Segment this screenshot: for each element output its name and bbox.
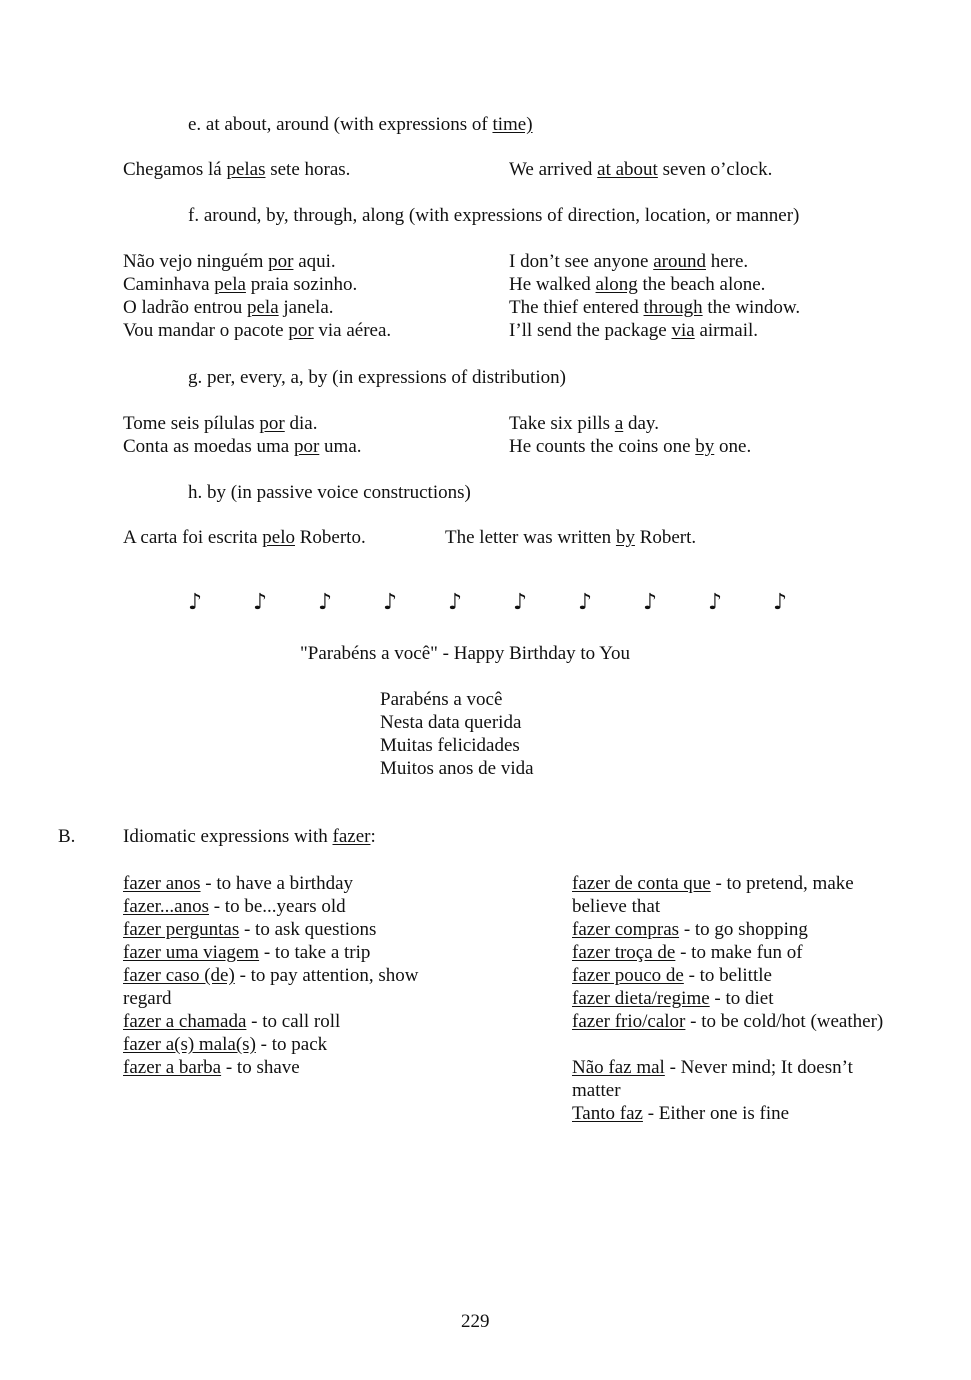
section-e-en-1: We arrived at about seven o’clock. [509,159,773,180]
fazer-item: fazer perguntas - to ask questions [123,919,377,940]
fazer-item: fazer compras - to go shopping [572,919,808,940]
section-f-en-4: I’ll send the package via airmail. [509,320,759,341]
section-f-en-3: The thief entered through the window. [509,297,801,318]
fazer-item: fazer troça de - to make fun of [572,942,803,963]
section-f-en-list [509,250,800,342]
section-g-pt-2: Conta as moedas uma por uma. [123,436,362,457]
music-note-icon: ♪ [643,590,658,615]
section-f-pt-1: Não vejo ninguém por aqui. [123,251,336,272]
section-e-pt-1: Chegamos lá pelas sete horas. [123,159,351,180]
song-title: "Parabéns a você" - Happy Birthday to You [300,643,631,664]
fazer-item: fazer uma viagem - to take a trip [123,942,371,963]
music-note-icon: ♪ [188,590,203,615]
music-note-icon: ♪ [383,590,398,615]
fazer-item: fazer dieta/regime - to diet [572,988,774,1009]
fazer-item: fazer a chamada - to call roll [123,1011,341,1032]
section-h-heading: h. by (in passive voice constructions) [188,482,471,503]
section-e-heading-lead: e. at about, around (with expressions of [188,114,493,135]
song-lyrics [380,688,534,780]
song-line-1: Parabéns a você [380,689,503,710]
section-f-pt-list [123,250,391,342]
section-f-pt-4: Vou mandar o pacote por via aérea. [123,320,392,341]
fazer-item: Não faz mal - Never mind; It doesn’t matter [572,1057,853,1101]
section-f-pt-3: O ladrão entrou pela janela. [123,297,334,318]
fazer-item: fazer a(s) mala(s) - to pack [123,1034,328,1055]
section-b-heading: Idiomatic expressions with fazer: [123,826,376,847]
section-e-heading-underlined: time) [492,114,533,135]
fazer-list-right [572,872,897,1125]
fazer-item: fazer de conta que - to pretend, make believe that [572,873,854,917]
section-f-en-1: I don’t see anyone around here. [509,251,749,272]
fazer-item: Tanto faz - Either one is fine [572,1103,790,1124]
music-note-icon: ♪ [318,590,333,615]
fazer-list-left [123,872,453,1079]
fazer-item: fazer anos - to have a birthday [123,873,354,894]
section-g-en-list [509,412,751,458]
fazer-item: fazer a barba - to shave [123,1057,300,1078]
section-g-pt-list [123,412,362,458]
song-line-4: Muitos anos de vida [380,758,534,779]
section-f-en-2: He walked along the beach alone. [509,274,766,295]
section-g-en-1: Take six pills a day. [509,413,659,434]
section-g-heading: g. per, every, a, by (in expressions of distribution) [188,367,566,388]
music-note-icon: ♪ [253,590,268,615]
section-h-en-1: The letter was written by Robert. [445,527,697,548]
section-h-pt-1: A carta foi escrita pelo Roberto. [123,527,366,548]
section-g-en-2: He counts the coins one by one. [509,436,752,457]
music-note-icon: ♪ [773,590,788,615]
music-note-icon: ♪ [448,590,463,615]
page-number: 229 [461,1311,490,1332]
section-e-heading-text [188,114,533,135]
section-b-marker: B. [58,826,76,847]
fazer-item: fazer caso (de) - to pay attention, show regard [123,965,419,1009]
section-g-pt-1: Tome seis pílulas por dia. [123,413,318,434]
section-f-heading: f. around, by, through, along (with expressions of direction, location, or manner) [188,205,800,226]
section-e-heading [188,113,533,136]
song-line-2: Nesta data querida [380,712,522,733]
fazer-item: fazer...anos - to be...years old [123,896,346,917]
song-line-3: Muitas felicidades [380,735,520,756]
music-note-icon: ♪ [513,590,528,615]
section-f-pt-2: Caminhava pela praia sozinho. [123,274,358,295]
fazer-item: fazer frio/calor - to be cold/hot (weather) [572,1011,884,1032]
music-note-icon: ♪ [708,590,723,615]
music-note-icon: ♪ [578,590,593,615]
fazer-item: fazer pouco de - to belittle [572,965,772,986]
